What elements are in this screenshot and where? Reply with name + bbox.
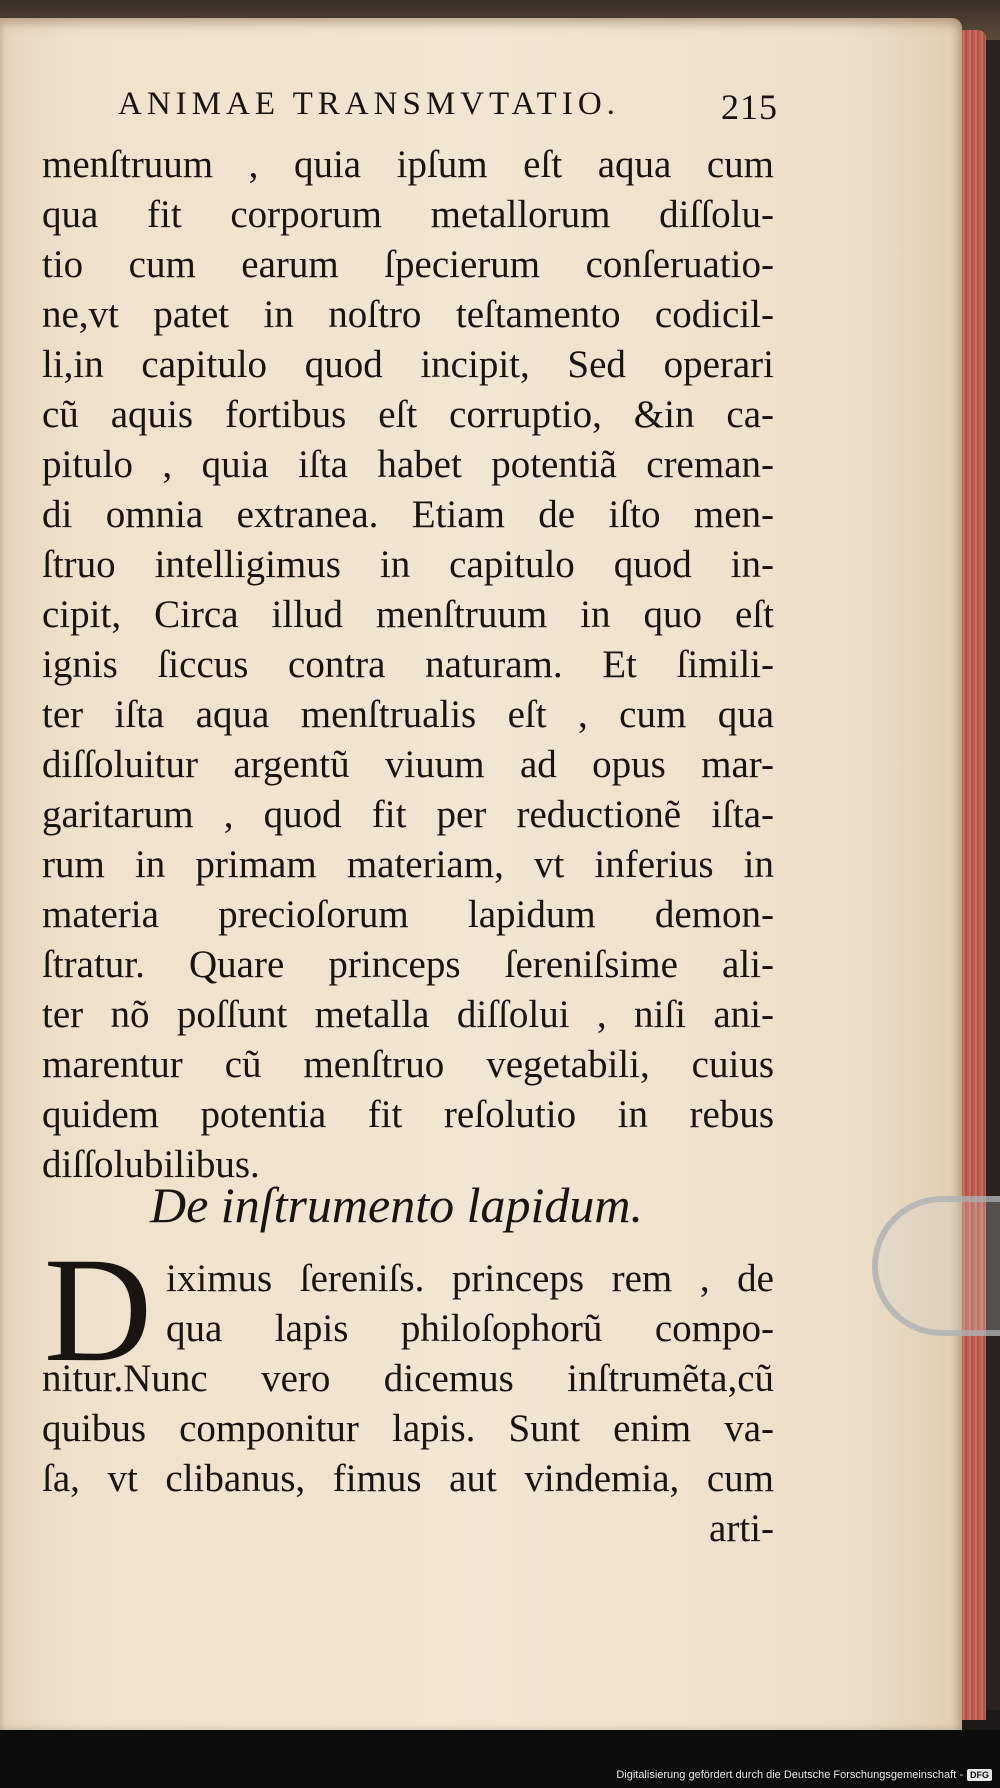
text-line: quidem potentia fit reſolutio in rebus — [42, 1093, 774, 1136]
text-line: ne,vt patet in noſtro teſtamento codicil- — [42, 293, 774, 336]
running-header — [118, 86, 778, 128]
text-line: qua fit corporum metallorum diſſolu- — [42, 193, 774, 236]
text-line: diſſolubilibus. — [42, 1143, 260, 1186]
text-line: materia precioſorum lapidum demon- — [42, 893, 774, 936]
catchword: arti- — [709, 1507, 774, 1550]
digitization-credit — [616, 1765, 992, 1785]
text-line: menſtruum , quia ipſum eſt aqua cum — [42, 143, 774, 186]
page-edge-shadow — [986, 40, 1000, 1710]
text-line: ter nõ poſſunt metalla diſſolui , niſi ani- — [42, 993, 774, 1036]
text-line: pitulo , quia iſta habet potentiã creman- — [42, 443, 774, 486]
text-line: cũ aquis fortibus eſt corruptio, &in ca- — [42, 393, 774, 436]
text-line: di omnia extranea. Etiam de iſto men- — [42, 493, 774, 536]
text-line: ignis ſiccus contra naturam. Et ſimili- — [42, 643, 774, 686]
paragraph-2 — [42, 1227, 774, 1554]
section-heading: De inſtrumento lapidum. — [150, 1177, 644, 1233]
running-title: ANIMAE TRANSMVTATIO. — [118, 86, 620, 122]
text-line: ſa, vt clibanus, fimus aut vindemia, cum — [42, 1457, 774, 1500]
page-clip — [872, 1196, 1000, 1336]
text-line: li,in capitulo quod incipit, Sed operari — [42, 343, 774, 386]
text-line: cipit, Circa illud menſtruum in quo eſt — [42, 593, 774, 636]
text-line: qua lapis philoſophorũ compo- — [166, 1307, 774, 1350]
text-line: iximus ſereniſs. princeps rem , de — [166, 1257, 774, 1300]
text-line: marentur cũ menſtruo vegetabili, cuius — [42, 1043, 774, 1086]
text-line: rum in primam materiam, vt inferius in — [42, 843, 774, 886]
dfg-logo: DFG — [967, 1769, 992, 1781]
text-line: nitur.Nunc vero dicemus inſtrumẽta,cũ — [42, 1357, 774, 1400]
text-line: quibus componitur lapis. Sunt enim va- — [42, 1407, 774, 1450]
credit-text: Digitalisierung gefördert durch die Deutsche Forschungsgemeinschaft - — [616, 1769, 963, 1781]
page-number: 215 — [721, 87, 778, 127]
text-line: ter iſta aqua menſtrualis eſt , cum qua — [42, 693, 774, 736]
text-line: ſtratur. Quare princeps ſereniſsime ali- — [42, 943, 774, 986]
paragraph-1 — [42, 140, 774, 1190]
text-line: ſtruo intelligimus in capitulo quod in- — [42, 543, 774, 586]
page-edge-red — [962, 30, 986, 1720]
text-line: tio cum earum ſpecierum conſeruatio- — [42, 243, 774, 286]
text-line: garitarum , quod fit per reductionẽ iſta- — [42, 793, 774, 836]
drop-cap: D — [43, 1227, 153, 1393]
text-line: diſſoluitur argentũ viuum ad opus mar- — [42, 743, 774, 786]
